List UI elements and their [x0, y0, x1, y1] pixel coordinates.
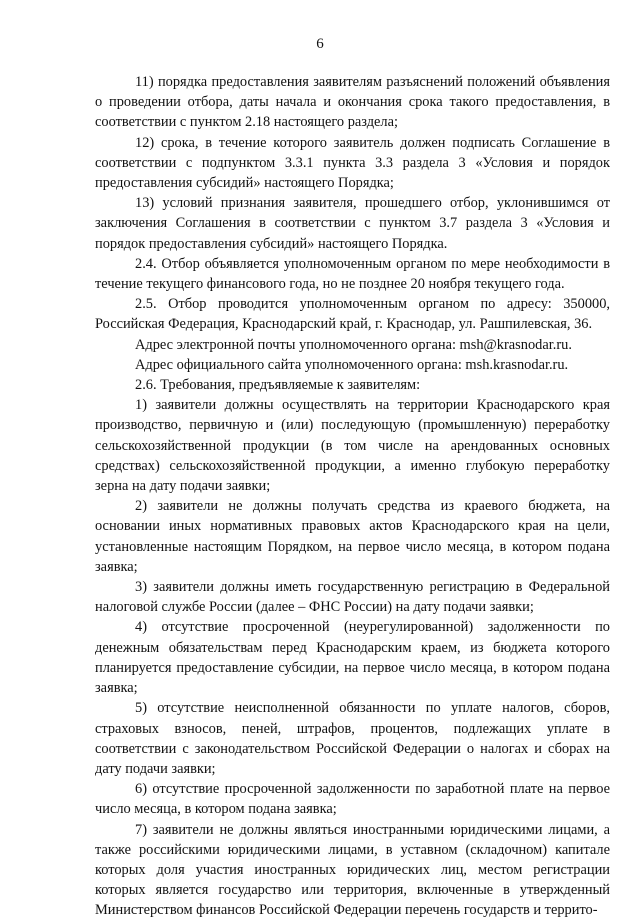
- email-address-line: Адрес электронной почты уполномоченного органа: msh@krasnodar.ru.: [135, 336, 572, 353]
- requirement-item-2: 2) заявители не должны получать средства из краевого бюджета, на основании иных нормативных правовых актов Краснодарского края на цели, установленные настоящим Порядком, на первое число месяца, в котором подана заявка;: [95, 498, 610, 575]
- requirement-item-6: 6) отсутствие просроченной задолженности по заработной плате на первое число месяца, в котором подана заявка;: [95, 781, 610, 818]
- paragraph-item-13: 13) условий признания заявителя, прошедшего отбор, уклонившимся от заключения Соглашения в соответствии с пунктом 3.7 раздела 3 «Условия и порядок предоставления субсидий» настоящего Порядка.: [95, 195, 610, 252]
- paragraph-2-5: 2.5. Отбор проводится уполномоченным органом по адресу: 350000, Российская Федерация, Краснодарский край, г. Краснодар, ул. Рашпилевская, 36.: [95, 296, 610, 333]
- website-address-line: Адрес официального сайта уполномоченного органа: msh.krasnodar.ru.: [135, 356, 569, 373]
- paragraph-2-6-heading: 2.6. Требования, предъявляемые к заявителям:: [135, 377, 421, 394]
- document-body: [95, 72, 610, 921]
- requirement-item-7: 7) заявители не должны являться иностранными юридическими лицами, а также российскими юридическими лицами, в уставном (складочном) капитале которых доля участия иностранных юридических лиц, местом регистрации которых является государство или территория, включенные в утвержденный Министерством финансов Российской Федерации перечень государств и террито-: [95, 821, 610, 919]
- requirement-item-5: 5) отсутствие неисполненной обязанности по уплате налогов, сборов, страховых взносов, пеней, штрафов, процентов, подлежащих уплате в соответствии с законодательством Российской Федерации о налогах и сборах на дату подачи заявки;: [95, 700, 610, 777]
- paragraph-2-4: 2.4. Отбор объявляется уполномоченным органом по мере необходимости в течение текущего финансового года, но не позднее 20 ноября текущего года.: [95, 255, 610, 293]
- requirement-item-3: 3) заявители должны иметь государственную регистрацию в Федеральной налоговой службе России (далее – ФНС России) на дату подачи заявки;: [95, 579, 610, 616]
- paragraph-item-11: 11) порядка предоставления заявителям разъяснений положений объявления о проведении отбора, даты начала и окончания срока такого предоставления, в соответствии с пунктом 2.18 настоящего раздела;: [95, 74, 610, 131]
- requirement-item-4: 4) отсутствие просроченной (неурегулированной) задолженности по денежным обязательствам перед Краснодарским краем, из бюджета которого планируется предоставление субсидии, на первое число месяца, в котором подана заявка;: [95, 619, 610, 697]
- paragraph-item-12: 12) срока, в течение которого заявитель должен подписать Соглашение в соответствии с подпунктом 3.3.1 пункта 3.3 раздела 3 «Условия и порядок предоставления субсидий» настоящего Порядка;: [95, 134, 610, 192]
- requirement-item-1: 1) заявители должны осуществлять на территории Краснодарского края производство, первичную и (или) последующую (промышленную) переработку сельскохозяйственной продукции (в том числе на арендованных основных средствах) сельскохозяйственной продукции, а именно глубокую переработку зерна на дату подачи заявки;: [95, 397, 610, 495]
- page-number: 6: [316, 36, 324, 52]
